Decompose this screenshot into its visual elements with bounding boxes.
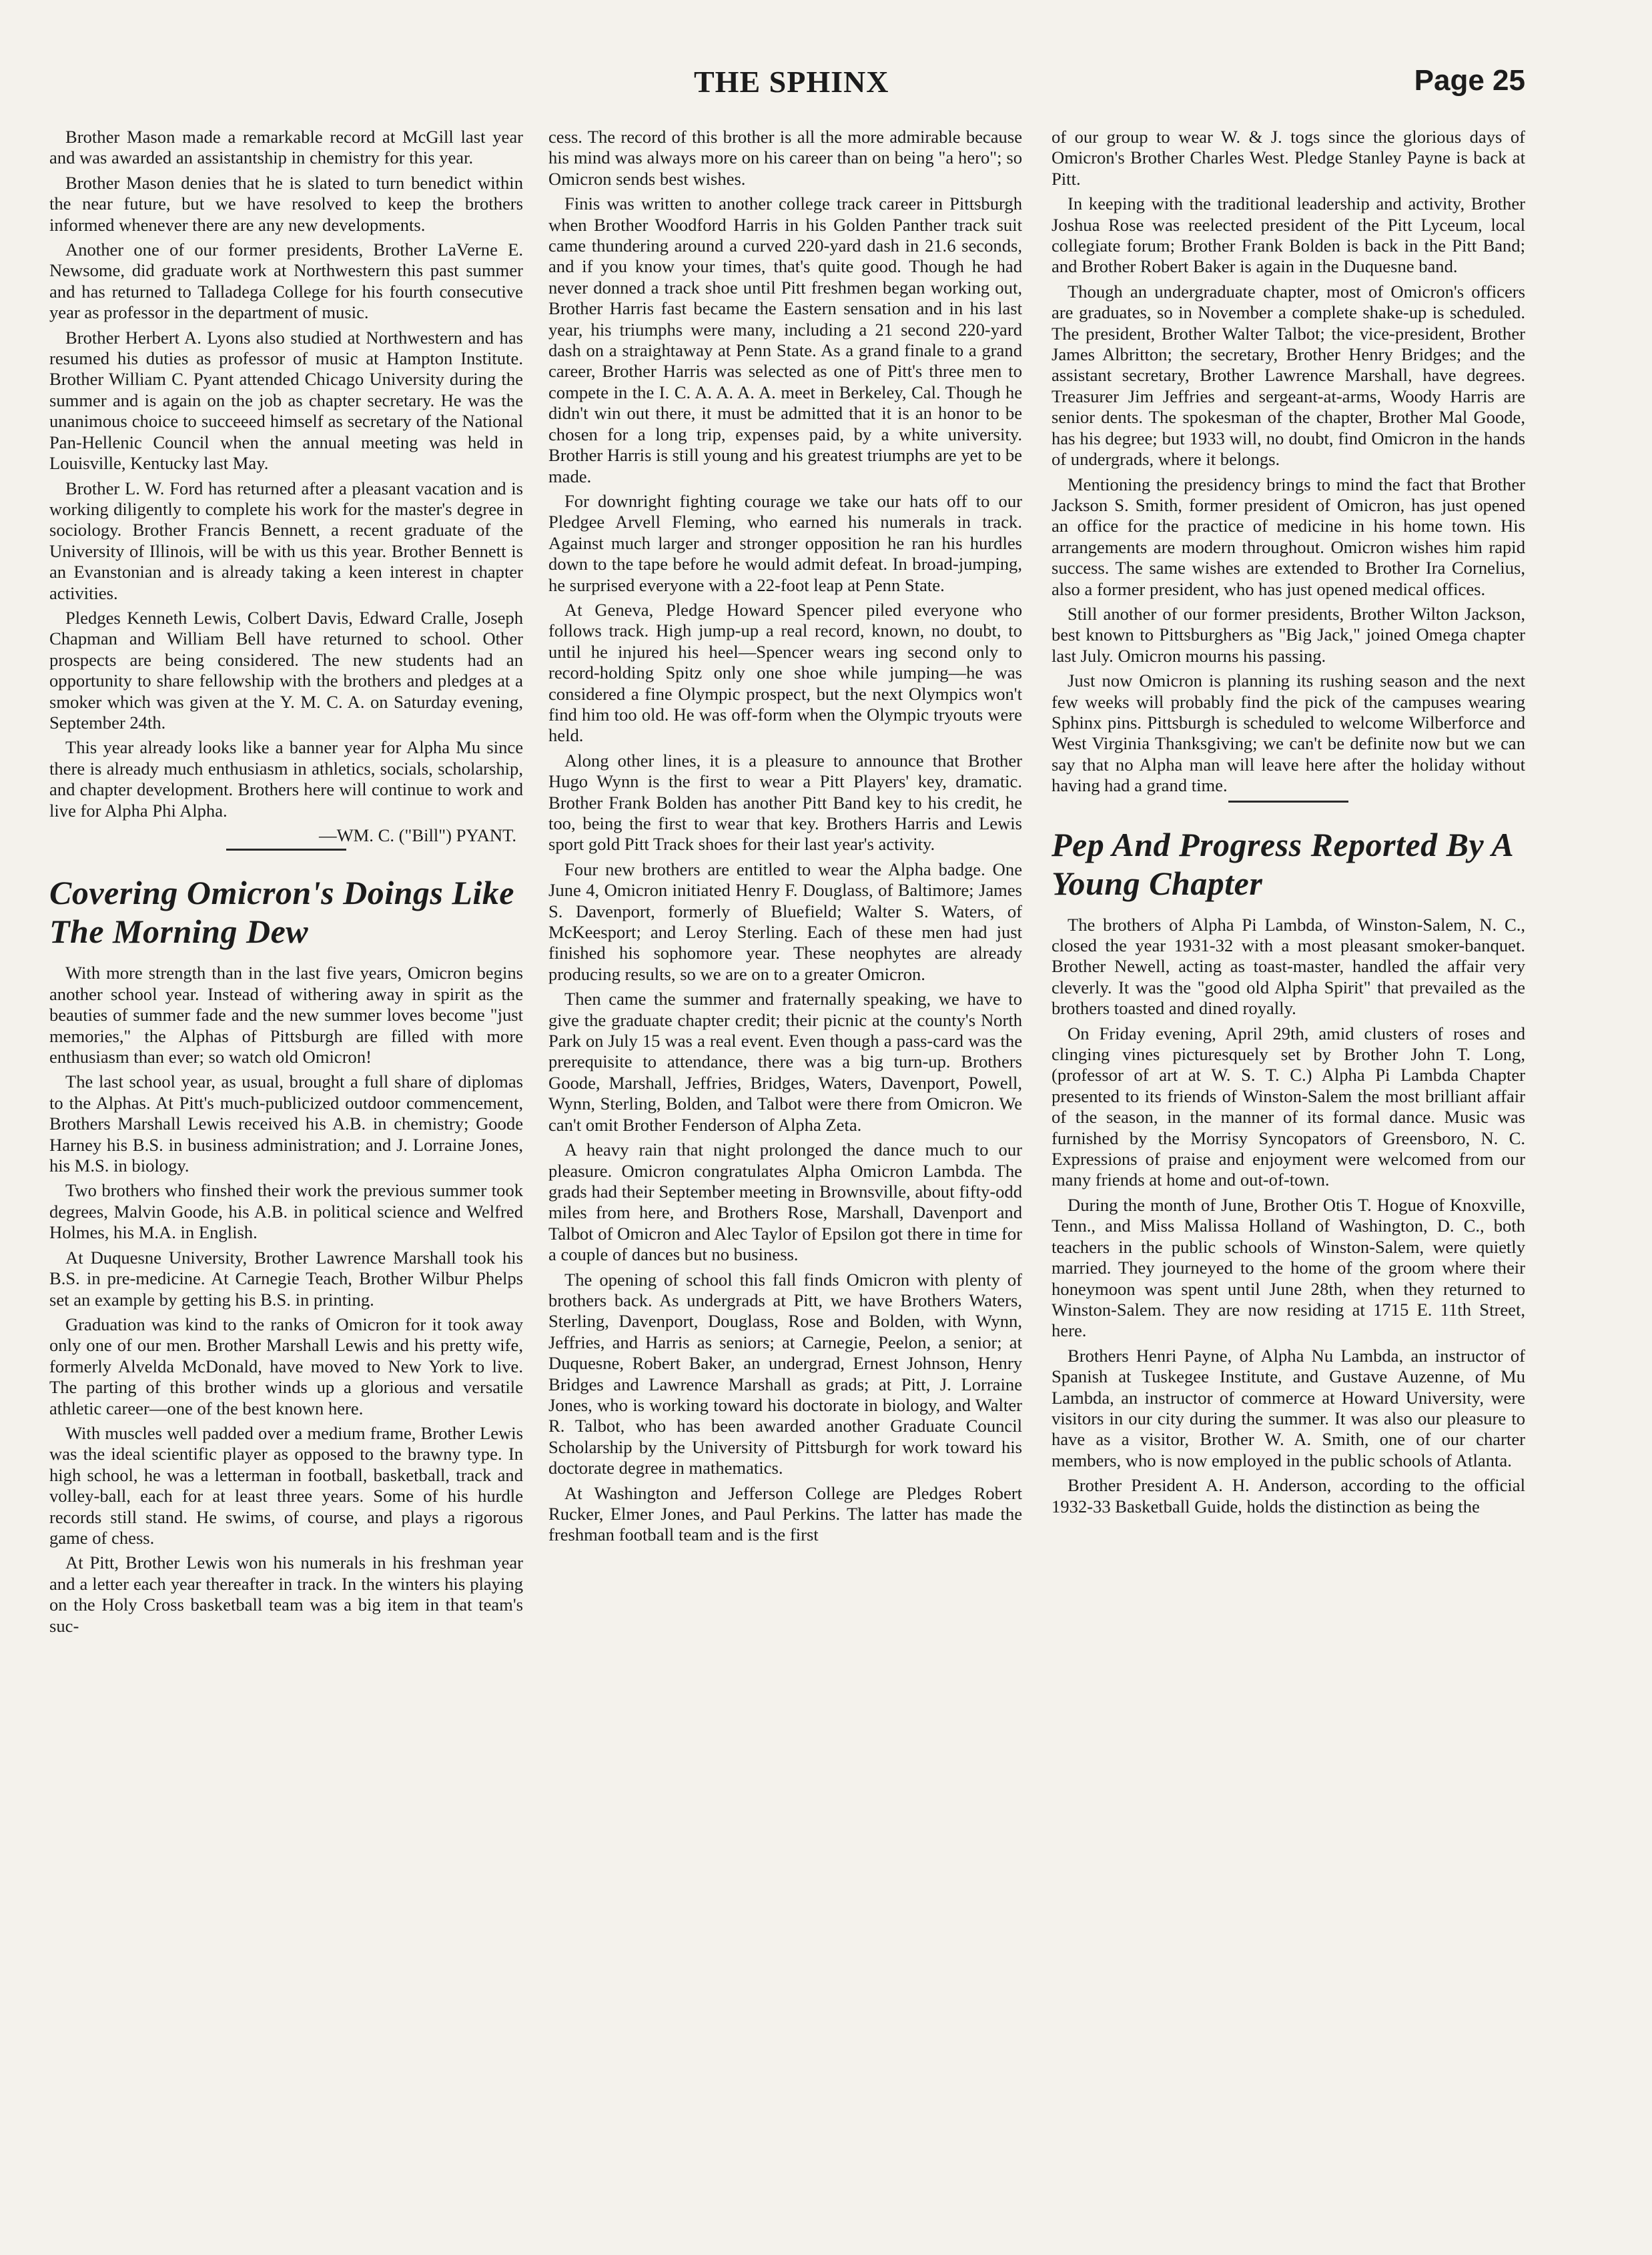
paragraph: With muscles well padded over a medium frame, Brother Lewis was the ideal scientific player as opposed to the brawny type. In high school, he was a letterman in football, basketball, track and volley-ball, each for at least three years. Some of his hurdle records still stand. He swims, of course, and plays a rigorous game of chess. xyxy=(49,1422,523,1548)
article-signature: —WM. C. ("Bill") PYANT. xyxy=(318,825,516,845)
running-title: THE SPHINX xyxy=(694,65,889,99)
article-headline: Pep And Progress Reported By A Young Chapter xyxy=(1052,825,1513,902)
article-divider xyxy=(1228,801,1348,803)
paragraph: Brother President A. H. Anderson, according to the official 1932-33 Basketball Guide, holds the distinction as being the xyxy=(1052,1475,1525,1516)
paragraph: During the month of June, Brother Otis T. Hogue of Knoxville, Tenn., and Miss Malissa Holland of Washington, D. C., both teachers in the public schools of Winston-Salem, were quietly married. They journeyed to the home of the groom where their honeymoon was spent until June 28th, when they returned to Winston-Salem. They are now residing at 1715 E. 11th Street, here. xyxy=(1052,1194,1525,1341)
paragraph: Then came the summer and fraternally speaking, we have to give the graduate chapter credit; their picnic at the county's North Park on July 15 was a real event. Even though a pass-card was the prerequisite to attendance, there was a big turn-up. Brothers Goode, Marshall, Jeffries, Bridges, Waters, Davenport, Powell, Wynn, Sterling, Bolden, and Talbot were there from Omicron. We can't omit Brother Fenderson of Alpha Zeta. xyxy=(548,989,1022,1135)
paragraph: At Geneva, Pledge Howard Spencer piled everyone who follows track. High jump-up a real record, known, no doubt, to until he injured his heel—Spencer wears ing second only to record-holding Spitz only one shoe while jumping—he was considered a fine Olympic prospect, but the next Olympics won't find him too old. He was off-form when the Olympic tryouts were held. xyxy=(548,599,1022,746)
paragraph-continued: cess. The record of this brother is all the more admirable because his mind was always more on his career than on being "a hero"; so Omicron sends best wishes. xyxy=(548,127,1022,189)
paragraph: The opening of school this fall finds Omicron with plenty of brothers back. As undergrads at Pitt, we have Brothers Waters, Sterling, Davenport, Douglass, Rose and Bolden, with Wynn, Jeffries, and Harris as seniors; at Carnegie, Peelon, a senior; at Duquesne, Robert Baker, an undergrad, Ernest Johnson, Henry Bridges and Lawrence Marshall as grads; at Pitt, J. Lorraine Jones, who is working toward his doctorate in biology, and Walter R. Talbot, who has been awarded another Graduate Council Scholarship by the University of Pittsburgh for work toward his doctorate degree in mathematics. xyxy=(548,1269,1022,1478)
paragraph: Finis was written to another college track career in Pittsburgh when Brother Woodford Harris in his Golden Panther track suit came thundering around a curved 220-yard dash in 21.6 seconds, and if you know your times, that's quite good. Though he had never donned a track shoe until Pitt freshmen began working out, Brother Harris fast became the Eastern sensation and in his last year, his triumphs were many, including a 21 second 220-yard dash on a straightaway at Penn State. As a grand finale to a grand career, Brother Harris was selected as one of Pitt's three men to compete in the I. C. A. A. A. A. meet in Berkeley, Cal. Though he didn't win out there, it must be admitted that it is an honor to be chosen for a long trip, expenses paid, by a white university. Brother Harris is still young and his greatest triumphs are yet to be made. xyxy=(548,193,1022,486)
page-header xyxy=(0,64,1652,111)
paragraph: With more strength than in the last five years, Omicron begins another school year. Instead of withering away in spirit as the beauties of summer fade and the new summer loves become "just memories," the Alphas of Pittsburgh are filled with more enthusiasm than ever; so watch old Omicron! xyxy=(49,963,523,1067)
column-3 xyxy=(1052,127,1525,2188)
paragraph: At Pitt, Brother Lewis won his numerals in his freshman year and a letter each year thereafter in track. In the winters his playing on the Holy Cross basketball team was a big item in that team's suc- xyxy=(49,1552,523,1636)
paragraph: Along other lines, it is a pleasure to announce that Brother Hugo Wynn is the first to wear a Pitt Players' key, dramatic. Brother Frank Bolden has another Pitt Band key to his credit, he too, being the first to wear that key. Brothers Harris and Lewis sport gold Pitt Track shoes for their last year's activity. xyxy=(548,750,1022,855)
paragraph: Still another of our former presidents, Brother Wilton Jackson, best known to Pittsburghers as "Big Jack," joined Omega chapter last July. Omicron mourns his passing. xyxy=(1052,603,1525,666)
article-headline: Covering Omicron's Doings Like The Morning Dew xyxy=(49,874,514,951)
column-1 xyxy=(49,127,523,2188)
paragraph: Brother Mason made a remarkable record at McGill last year and was awarded an assistantship in chemistry for this year. xyxy=(49,127,523,168)
paragraph: Two brothers who finshed their work the previous summer took degrees, Malvin Goode, his A.B. in political science and Welfred Holmes, his M.A. in English. xyxy=(49,1180,523,1243)
paragraph: Graduation was kind to the ranks of Omicron for it took away only one of our men. Brother Marshall Lewis and his pretty wife, formerly Alvelda McDonald, have moved to New York to live. The parting of this brother winds up a glorious and versatile athletic career—one of the best known here. xyxy=(49,1314,523,1418)
paragraph: Just now Omicron is planning its rushing season and the next few weeks will probably find the pick of the campuses wearing Sphinx pins. Pittsburgh is scheduled to welcome Wilberforce and West Virginia Thanksgiving; we can't be definite now but we can say that no Alpha man will leave here after the holiday without having had a grand time. xyxy=(1052,670,1525,796)
paragraph: Mentioning the presidency brings to mind the fact that Brother Jackson S. Smith, former president of Omicron, has just opened an office for the practice of medicine in his home town. His arrangements are modern throughout. Omicron wishes him rapid success. The same wishes are extended to Brother Ira Cornelius, also a former president, who has just opened medical offices. xyxy=(1052,474,1525,599)
paragraph: Brother Mason denies that he is slated to turn benedict within the near future, but we have resolved to keep the brothers informed whenever there are any new developments. xyxy=(49,172,523,235)
paragraph-continued: of our group to wear W. & J. togs since the glorious days of Omicron's Brother Charles West. Pledge Stanley Payne is back at Pitt. xyxy=(1052,127,1525,189)
paragraph: For downright fighting courage we take our hats off to our Pledgee Arvell Fleming, who earned his numerals in track. Against much larger and stronger opposition he ran his hurdles down to the tape before he would admit defeat. In broad-jumping, he surprised everyone with a 22-foot leap at Penn State. xyxy=(548,490,1022,595)
paragraph: Though an undergraduate chapter, most of Omicron's officers are graduates, so in November a complete shake-up is scheduled. The president, Brother Walter Talbot; the vice-president, Brother James Albritton; the secretary, Brother Henry Bridges; and the assistant secretary, Brother Lawrence Marshall, have degrees. Treasurer Jim Jeffries and sergeant-at-arms, Woody Harris are senior dents. The spokesman of the chapter, Brother Mal Goode, has his degree; but 1933 will, no doubt, find Omicron in the hands of undergrads, where it belongs. xyxy=(1052,281,1525,470)
page-number: Page 25 xyxy=(1414,64,1525,97)
paragraph: Brother L. W. Ford has returned after a pleasant vacation and is working diligently to complete his work for the master's degree in sociology. Brother Francis Bennett, a recent graduate of the University of Illinois, will be with us this year. Brother Bennett is an Evanstonian and is already taking a keen interest in chapter activities. xyxy=(49,478,523,603)
column-2 xyxy=(548,127,1022,2188)
paragraph: Four new brothers are entitled to wear the Alpha badge. One June 4, Omicron initiated Henry F. Douglass, of Baltimore; James S. Davenport, formerly of Bluefield; Walter S. Waters, of McKeesport; and Leroy Sterling. Each of these men had just finished his sophomore year. These neophytes are already producing results, so we are on to a greater Omicron. xyxy=(548,859,1022,984)
article-divider xyxy=(226,849,346,851)
paragraph: Pledges Kenneth Lewis, Colbert Davis, Edward Cralle, Joseph Chapman and William Bell have returned to school. Other prospects are being considered. The new students had an opportunity to share fellowship with the brothers and pledges at a smoker which was given at the Y. M. C. A. on Saturday evening, September 24th. xyxy=(49,607,523,733)
paragraph: Brothers Henri Payne, of Alpha Nu Lambda, an instructor of Spanish at Tuskegee Institute, and Gustave Auzenne, of Mu Lambda, an instructor of commerce at Howard University, were visitors in our city during the summer. It was also our pleasure to have as a visitor, Brother W. A. Smith, one of our charter members, who is now employed in the public schools of Atlanta. xyxy=(1052,1345,1525,1470)
paragraph: A heavy rain that night prolonged the dance much to our pleasure. Omicron congratulates Alpha Omicron Lambda. The grads had their September meeting in Brownsville, about fifty-odd miles from here, and Brothers Rose, Marshall, Davenport and Talbot of Omicron and Alec Taylor of Epsilon got there in time for a couple of dances but no business. xyxy=(548,1140,1022,1265)
paragraph: On Friday evening, April 29th, amid clusters of roses and clinging vines picturesquely set by Brother John T. Long, (professor of art at W. S. T. C.) Alpha Pi Lambda Chapter presented to its friends of Winston-Salem the most brilliant affair of the season, in the manner of its formal dance. Music was furnished by the Morrisy Syncopators of Greensboro, N. C. Expressions of praise and enjoyment were welcomed from our many friends at home and out-of-town. xyxy=(1052,1023,1525,1190)
paragraph: In keeping with the traditional leadership and activity, Brother Joshua Rose was reelected president of the Pitt Lyceum, local collegiate forum; Brother Frank Bolden is back in the Pitt Band; and Brother Robert Baker is again in the Duquesne band. xyxy=(1052,193,1525,277)
paragraph: The last school year, as usual, brought a full share of diplomas to the Alphas. At Pitt's much-publicized outdoor commencement, Brothers Marshall Lewis received his A.B. in chemistry; Goode Harney his B.S. in business administration; and J. Lorraine Jones, his M.S. in biology. xyxy=(49,1071,523,1176)
paragraph: At Duquesne University, Brother Lawrence Marshall took his B.S. in pre-medicine. At Carnegie Teach, Brother Wilbur Phelps set an example by getting his B.S. in printing. xyxy=(49,1247,523,1310)
paragraph: Another one of our former presidents, Brother LaVerne E. Newsome, did graduate work at Northwestern this past summer and has returned to Talladega College for his fourth consecutive year as professor in the department of music. xyxy=(49,240,523,323)
paragraph: At Washington and Jefferson College are Pledges Robert Rucker, Elmer Jones, and Paul Perkins. The latter has made the freshman football team and is the first xyxy=(548,1482,1022,1545)
paragraph: This year already looks like a banner year for Alpha Mu since there is already much enthusiasm in athletics, socials, scholarship, and chapter development. Brothers here will continue to work and live for Alpha Phi Alpha. xyxy=(49,737,523,821)
paragraph: The brothers of Alpha Pi Lambda, of Winston-Salem, N. C., closed the year 1931-32 with a most pleasant smoker-banquet. Brother Newell, acting as toast-master, handled the affair very cleverly. It was the "good old Alpha Spirit" that prevailed as the brothers toasted and dined royally. xyxy=(1052,914,1525,1019)
paragraph: Brother Herbert A. Lyons also studied at Northwestern and has resumed his duties as professor of music at Hampton Institute. Brother William C. Pyant attended Chicago University during the summer and is again on the job as chapter secretary. He was the unanimous choice to succeeed himself as secretary of the National Pan-Hellenic Council when the annual meeting was held in Louisville, Kentucky last May. xyxy=(49,327,523,474)
